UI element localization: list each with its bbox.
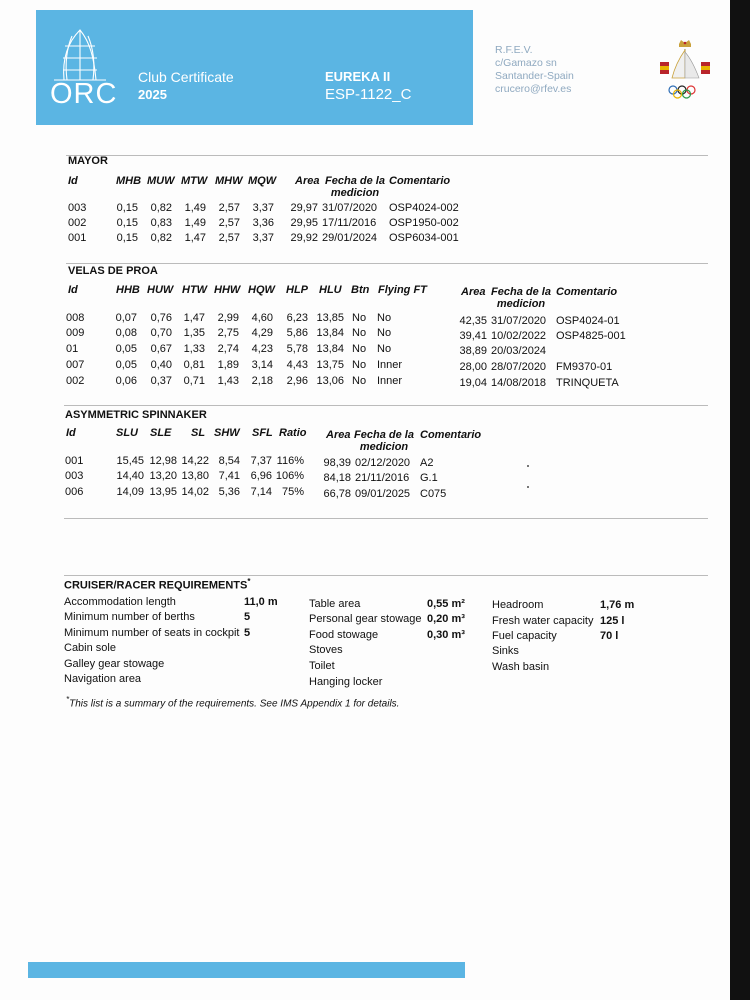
req-label: Galley gear stowage [64,658,165,670]
row-fecha: 20/03/2024 [491,345,547,357]
req-label: Hanging locker [309,676,383,688]
spin-col-sl: SL [191,427,206,439]
row-flying-ft: No [377,327,392,339]
row-fecha: 31/07/2020 [322,202,378,214]
row-huw: 0,40 [150,359,172,371]
proa-col-fecha: Fecha de la medicion [491,286,551,310]
row-mhw: 2,57 [218,217,240,229]
row-htw: 0,71 [183,375,205,387]
row-id: 003 [65,470,84,482]
row-muw: 0,82 [150,232,172,244]
req-label: Minimum number of seats in cockpit [64,627,240,639]
row-hlp: 5,78 [286,343,308,355]
req-label: Food stowage [309,629,379,641]
row-sle: 13,20 [149,470,177,482]
proa-col-hlu: HLU [319,284,342,296]
mayor-col-id: Id [68,175,78,187]
req-label: Minimum number of berths [64,611,195,623]
row-fecha: 21/11/2016 [355,472,410,484]
row-flying-ft: Inner [377,359,403,371]
req-value: 1,76 m [600,599,635,611]
proa-col-flying-ft: Flying FT [378,284,427,296]
authority-line: c/Gamazo sn [495,57,557,69]
row-comentario: G.1 [420,472,438,484]
requirements-title [64,577,250,592]
orc-sail-logo-icon [50,28,110,83]
requirements-footnote-mark: * [247,577,251,586]
row-sl: 13,80 [181,470,209,482]
row-hhw: 2,99 [217,312,239,324]
req-value: 0,20 m³ [427,613,465,625]
proa-col-hlp: HLP [286,284,308,296]
req-label: Table area [309,598,361,610]
row-hlu: 13,84 [316,327,344,339]
row-fecha: 02/12/2020 [355,457,411,469]
req-label: Toilet [309,660,335,672]
row-area: 38,89 [459,345,487,357]
section-divider [64,575,708,576]
section-divider [64,518,708,519]
row-htw: 1,35 [183,327,205,339]
row-comentario: A2 [420,457,434,469]
req-value: 0,55 m² [427,598,465,610]
row-htw: 1,33 [183,343,205,355]
req-value: 70 l [600,630,619,642]
row-fecha: 09/01/2025 [355,488,411,500]
row-hhb: 0,05 [115,359,137,371]
row-comentario: FM9370-01 [556,361,613,373]
row-hhb: 0,07 [115,312,137,324]
req-value: 125 l [600,615,625,627]
row-sle: 13,95 [149,486,177,498]
mayor-col-mtw: MTW [181,175,208,187]
row-fecha: 28/07/2020 [491,361,547,373]
proa-col-btn: Btn [351,284,370,296]
row-htw: 0,81 [183,359,205,371]
proa-section-title: VELAS DE PROA [68,265,158,277]
row-ratio: 116% [276,455,304,467]
req-value: 0,30 m³ [427,629,465,641]
row-fecha: 17/11/2016 [322,217,377,229]
orc-logo-text: ORC [50,78,118,110]
mayor-col-comentario: Comentario [389,175,451,187]
row-ratio: 75% [281,486,304,498]
row-hlu: 13,06 [316,375,344,387]
issuing-authority [495,44,574,96]
req-label: Stoves [309,644,343,656]
row-sl: 14,22 [181,455,209,467]
proa-col-hhb: HHB [116,284,140,296]
row-mtw: 1,47 [184,232,206,244]
row-hhw: 1,89 [217,359,239,371]
mayor-col-mhb: MHB [116,175,142,187]
row-ratio: 106% [275,470,304,482]
certificate-type: Club Certificate [138,69,234,85]
req-label: Cabin sole [64,642,116,654]
footnote-mark: * [66,695,70,704]
row-hlu: 13,84 [316,343,344,355]
row-area: 28,00 [459,361,487,373]
req-label: Accommodation length [64,596,176,608]
proa-col-id: Id [68,284,78,296]
footnote-text: This list is a summary of the requirements. See IMS Appendix 1 for details. [69,698,400,710]
req-value: 5 [244,627,251,639]
row-area: 84,18 [323,472,351,484]
scan-speck [527,486,529,488]
spin-col-fecha: Fecha de la medicion [354,429,414,453]
row-id: 007 [66,359,85,371]
row-mqw: 3,37 [252,202,274,214]
mayor-col-mqw: MQW [248,175,277,187]
section-divider [66,263,708,264]
spinnaker-section-title: ASYMMETRIC SPINNAKER [65,409,207,421]
row-huw: 0,37 [150,375,172,387]
row-comentario: TRINQUETA [556,377,619,389]
req-label: Fresh water capacity [492,615,594,627]
mayor-col-fecha: Fecha de la medicion [325,175,385,199]
mayor-section-title: MAYOR [68,155,108,167]
row-id: 001 [65,455,84,467]
row-btn: No [352,343,367,355]
row-id: 01 [66,343,79,355]
authority-line: Santander-Spain [495,70,574,82]
row-mhb: 0,15 [116,202,138,214]
row-id: 009 [66,327,85,339]
row-sl: 14,02 [181,486,209,498]
row-shw: 8,54 [218,455,240,467]
req-value: 11,0 m [244,596,278,608]
row-huw: 0,76 [150,312,172,324]
spin-col-id: Id [66,427,76,439]
row-hlp: 5,86 [286,327,308,339]
row-hqw: 3,14 [251,359,273,371]
row-sfl: 7,37 [250,455,272,467]
requirements-footnote [66,695,399,709]
row-sle: 12,98 [149,455,177,467]
proa-col-huw: HUW [147,284,174,296]
boat-name: EUREKA II [325,69,391,84]
req-label: Personal gear stowage [309,613,422,625]
row-area: 29,95 [290,217,318,229]
row-area: 42,35 [459,315,487,327]
row-mhb: 0,15 [116,232,138,244]
row-hqw: 4,60 [251,312,273,324]
row-comentario: OSP4825-001 [556,330,626,342]
row-muw: 0,83 [150,217,172,229]
row-area: 29,92 [290,232,318,244]
rfev-crest-icon [656,38,714,104]
spin-col-shw: SHW [214,427,240,439]
row-comentario: OSP4024-01 [556,315,620,327]
row-id: 001 [68,232,87,244]
section-divider [66,155,708,156]
row-mtw: 1,49 [184,202,206,214]
row-slu: 14,09 [116,486,144,498]
row-btn: No [352,359,367,371]
row-shw: 7,41 [218,470,240,482]
row-comentario: C075 [420,488,447,500]
req-label: Wash basin [492,661,550,673]
row-muw: 0,82 [150,202,172,214]
scan-speck [527,465,529,467]
row-huw: 0,67 [150,343,172,355]
req-label: Headroom [492,599,544,611]
row-mhb: 0,15 [116,217,138,229]
row-hqw: 4,23 [251,343,273,355]
row-btn: No [352,375,367,387]
req-value: 5 [244,611,251,623]
row-sfl: 6,96 [250,470,272,482]
row-hhw: 1,43 [217,375,239,387]
row-area: 19,04 [459,377,487,389]
sail-number: ESP-1122_C [325,86,412,103]
scan-edge [730,0,750,1000]
row-id: 008 [66,312,85,324]
row-hhw: 2,75 [217,327,239,339]
row-id: 002 [66,375,85,387]
row-hqw: 4,29 [251,327,273,339]
row-hqw: 2,18 [251,375,273,387]
row-id: 006 [65,486,84,498]
row-comentario: OSP1950-002 [389,217,459,229]
row-id: 002 [68,217,87,229]
row-area: 66,78 [323,488,351,500]
proa-col-hqw: HQW [248,284,275,296]
row-id: 003 [68,202,87,214]
mayor-col-muw: MUW [147,175,175,187]
row-htw: 1,47 [183,312,205,324]
row-mqw: 3,36 [252,217,274,229]
req-label: Fuel capacity [492,630,557,642]
req-label: Navigation area [64,673,142,685]
row-hhw: 2,74 [217,343,239,355]
row-comentario: OSP6034-001 [389,232,459,244]
row-fecha: 10/02/2022 [491,330,547,342]
certificate-year: 2025 [138,87,167,102]
row-flying-ft: Inner [377,375,403,387]
row-huw: 0,70 [150,327,172,339]
spin-col-slu: SLU [116,427,138,439]
proa-col-comentario: Comentario [556,286,618,298]
row-fecha: 14/08/2018 [491,377,547,389]
row-hhb: 0,06 [115,375,137,387]
row-area: 39,41 [459,330,487,342]
spin-col-sle: SLE [150,427,172,439]
row-flying-ft: No [377,343,392,355]
row-hhb: 0,08 [115,327,137,339]
proa-col-area: Area [461,286,486,298]
row-sfl: 7,14 [250,486,272,498]
req-label: Sinks [492,645,519,657]
row-shw: 5,36 [218,486,240,498]
row-hlp: 6,23 [286,312,308,324]
row-hlu: 13,75 [316,359,344,371]
row-hlp: 4,43 [286,359,308,371]
row-btn: No [352,327,367,339]
row-mqw: 3,37 [252,232,274,244]
authority-line: R.F.E.V. [495,44,533,56]
row-area: 29,97 [290,202,318,214]
row-fecha: 29/01/2024 [322,232,378,244]
requirements-title-text: CRUISER/RACER REQUIREMENTS [64,579,248,592]
row-mhw: 2,57 [218,232,240,244]
row-area: 98,39 [323,457,351,469]
row-hlu: 13,85 [316,312,344,324]
section-divider [64,405,708,406]
spin-col-ratio: Ratio [279,427,307,439]
row-flying-ft: No [377,312,392,324]
row-mtw: 1,49 [184,217,206,229]
footer-bar [28,962,465,978]
row-slu: 14,40 [116,470,144,482]
spin-col-sfl: SFL [252,427,273,439]
row-hlp: 2,96 [286,375,308,387]
row-mhw: 2,57 [218,202,240,214]
mayor-col-area: Area [295,175,320,187]
row-slu: 15,45 [116,455,144,467]
row-comentario: OSP4024-002 [389,202,459,214]
mayor-col-mhw: MHW [215,175,243,187]
authority-email: crucero@rfev.es [495,83,572,95]
proa-col-hhw: HHW [214,284,241,296]
spin-col-area: Area [326,429,351,441]
row-btn: No [352,312,367,324]
row-fecha: 31/07/2020 [491,315,547,327]
spin-col-comentario: Comentario [420,429,482,441]
proa-col-htw: HTW [182,284,208,296]
row-hhb: 0,05 [115,343,137,355]
